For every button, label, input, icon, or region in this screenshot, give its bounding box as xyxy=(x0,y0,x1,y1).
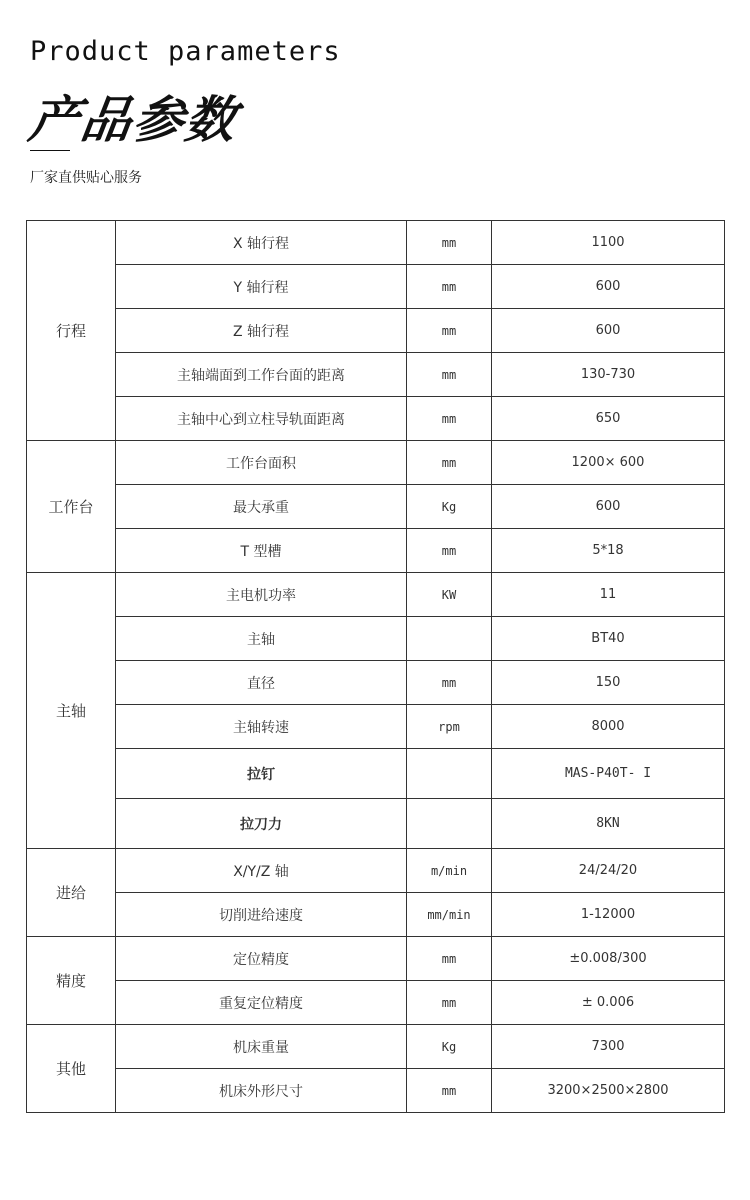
param-unit: mm xyxy=(407,397,492,441)
table-row xyxy=(27,617,725,661)
param-value: ±0.008/300 xyxy=(492,937,725,981)
param-name: 拉钉 xyxy=(116,749,407,799)
table-row xyxy=(27,573,725,617)
param-name: 工作台面积 xyxy=(116,441,407,485)
category-cell: 工作台 xyxy=(27,441,116,573)
param-unit: Kg xyxy=(407,485,492,529)
category-cell: 主轴 xyxy=(27,573,116,849)
param-name: 定位精度 xyxy=(116,937,407,981)
param-value: 8KN xyxy=(492,799,725,849)
param-unit xyxy=(407,749,492,799)
param-value: 150 xyxy=(492,661,725,705)
category-cell: 其他 xyxy=(27,1025,116,1113)
table-row xyxy=(27,353,725,397)
table-row xyxy=(27,849,725,893)
param-name: 机床外形尺寸 xyxy=(116,1069,407,1113)
param-name: Y 轴行程 xyxy=(116,265,407,309)
param-unit: mm xyxy=(407,661,492,705)
table-row xyxy=(27,893,725,937)
param-name: 拉刀力 xyxy=(116,799,407,849)
param-value: 1200× 600 xyxy=(492,441,725,485)
param-name: 主轴端面到工作台面的距离 xyxy=(116,353,407,397)
param-name: X/Y/Z 轴 xyxy=(116,849,407,893)
table-row xyxy=(27,441,725,485)
category-cell: 精度 xyxy=(27,937,116,1025)
table-row xyxy=(27,397,725,441)
table-row xyxy=(27,705,725,749)
param-name: 主轴中心到立柱导轨面距离 xyxy=(116,397,407,441)
param-unit: rpm xyxy=(407,705,492,749)
param-value: BT40 xyxy=(492,617,725,661)
table-row xyxy=(27,221,725,265)
title-divider xyxy=(30,150,70,151)
table-row xyxy=(27,937,725,981)
param-value: 3200×2500×2800 xyxy=(492,1069,725,1113)
param-unit: mm xyxy=(407,353,492,397)
param-unit: m/min xyxy=(407,849,492,893)
param-name: 重复定位精度 xyxy=(116,981,407,1025)
table-row xyxy=(27,529,725,573)
table-row xyxy=(27,981,725,1025)
parameters-table xyxy=(26,220,725,1113)
param-value: 1100 xyxy=(492,221,725,265)
param-value: 8000 xyxy=(492,705,725,749)
title-chinese: 产品参数 xyxy=(25,91,242,149)
param-unit: mm xyxy=(407,221,492,265)
param-name: 主轴 xyxy=(116,617,407,661)
param-value: 1-12000 xyxy=(492,893,725,937)
subtitle: 厂家直供贴心服务 xyxy=(30,170,142,186)
table-row xyxy=(27,799,725,849)
table-row xyxy=(27,265,725,309)
table-row xyxy=(27,485,725,529)
param-value: 11 xyxy=(492,573,725,617)
param-unit xyxy=(407,617,492,661)
param-value: 650 xyxy=(492,397,725,441)
param-value: 130-730 xyxy=(492,353,725,397)
title-english: Product parameters xyxy=(30,36,341,67)
param-value: ± 0.006 xyxy=(492,981,725,1025)
param-unit: mm xyxy=(407,981,492,1025)
param-name: 直径 xyxy=(116,661,407,705)
param-unit: mm xyxy=(407,441,492,485)
param-unit: mm xyxy=(407,1069,492,1113)
table-row xyxy=(27,1069,725,1113)
param-name: X 轴行程 xyxy=(116,221,407,265)
param-unit: mm/min xyxy=(407,893,492,937)
param-value: MAS-P40T- I xyxy=(492,749,725,799)
table-row xyxy=(27,661,725,705)
param-unit xyxy=(407,799,492,849)
param-unit: mm xyxy=(407,309,492,353)
table-row xyxy=(27,1025,725,1069)
param-name: 最大承重 xyxy=(116,485,407,529)
param-value: 600 xyxy=(492,309,725,353)
param-name: 切削进给速度 xyxy=(116,893,407,937)
table-row xyxy=(27,309,725,353)
table-row xyxy=(27,749,725,799)
param-unit: mm xyxy=(407,265,492,309)
param-value: 5*18 xyxy=(492,529,725,573)
param-unit: Kg xyxy=(407,1025,492,1069)
param-value: 600 xyxy=(492,485,725,529)
param-value: 600 xyxy=(492,265,725,309)
param-name: T 型槽 xyxy=(116,529,407,573)
param-unit: mm xyxy=(407,937,492,981)
param-unit: mm xyxy=(407,529,492,573)
category-cell: 行程 xyxy=(27,221,116,441)
param-unit: KW xyxy=(407,573,492,617)
param-value: 7300 xyxy=(492,1025,725,1069)
param-name: 机床重量 xyxy=(116,1025,407,1069)
param-name: 主轴转速 xyxy=(116,705,407,749)
param-value: 24/24/20 xyxy=(492,849,725,893)
category-cell: 进给 xyxy=(27,849,116,937)
param-name: 主电机功率 xyxy=(116,573,407,617)
param-name: Z 轴行程 xyxy=(116,309,407,353)
